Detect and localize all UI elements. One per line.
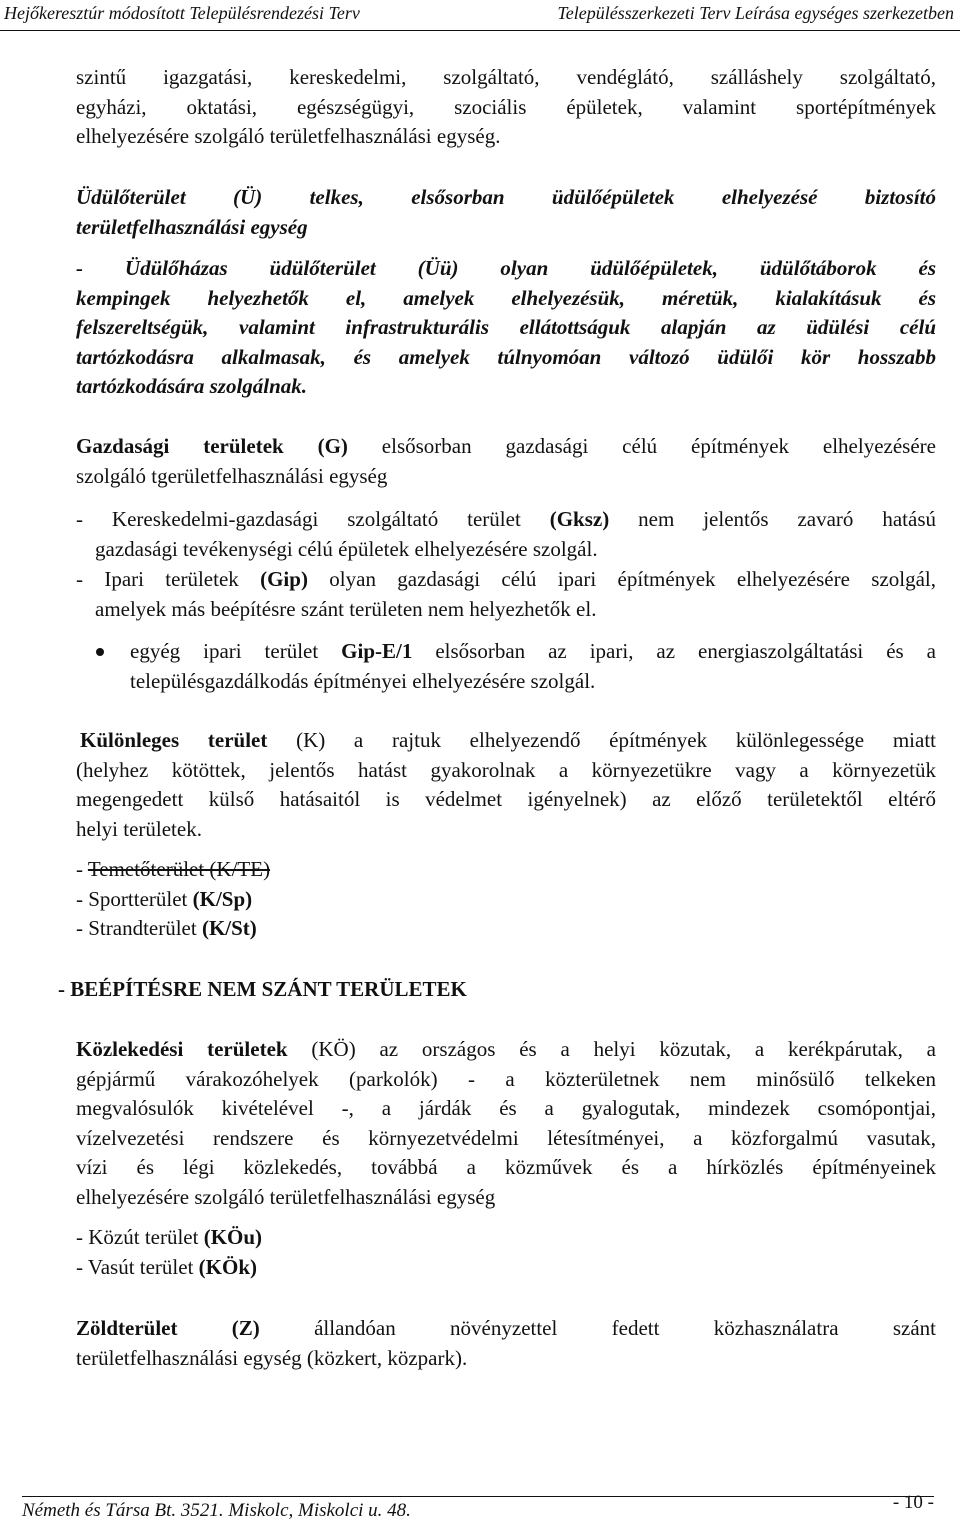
text-span: - Strandterület: [76, 916, 202, 940]
intro-paragraph: [76, 63, 936, 152]
text-span: -: [76, 857, 88, 881]
zoldterulet-paragraph: [76, 1314, 936, 1373]
text-line: területfelhasználási egység (közkert, közpark).: [76, 1345, 468, 1370]
kozlekedesi-list: [76, 1223, 936, 1282]
term-bold: Zöldterület (Z): [76, 1316, 260, 1340]
header-left-title: Hejőkeresztúr módosított Településrendezési Terv: [4, 3, 360, 23]
footer-divider: [22, 1496, 934, 1497]
text-span: - Kereskedelmi-gazdasági szolgáltató terület: [76, 507, 550, 531]
text-line: elhelyezésére szolgáló területfelhasználási egység.: [76, 124, 501, 148]
text-line: szolgáló tgerületfelhasználási egység: [76, 463, 388, 488]
text-line: településgazdálkodás építményei elhelyezésére szolgál.: [130, 668, 596, 693]
page-header: [0, 0, 960, 30]
udulo-paragraph: [76, 183, 936, 242]
page-footer: [0, 1492, 960, 1528]
code-bold: Gip-E/1: [341, 639, 413, 663]
text-span: nem jelentős zavaró hatású: [609, 507, 936, 531]
text-span: - Sportterület: [76, 886, 193, 911]
code-bold: (Gksz): [549, 507, 610, 531]
struck-item: Temetőterület (K/TE): [87, 857, 271, 881]
text-span: - Közút terület: [76, 1225, 204, 1249]
text-line: megengedett külső hatásaitól is védelmet igényelnek) az előző területektől eltérő: [76, 787, 936, 811]
text-line: szintű igazgatási, kereskedelmi, szolgáltató, vendéglátó, szálláshely szolgáltató,: [76, 65, 936, 89]
text-span: elsősorban az ipari, az energiaszolgáltatási és a: [412, 639, 936, 663]
page-number: - 10 -: [892, 1492, 934, 1513]
code-bold: (KÖu): [203, 1225, 263, 1249]
text-span: - Vasút terület: [76, 1254, 199, 1279]
kozlekedesi-paragraph: [76, 1035, 936, 1212]
term-bold: Gazdasági területek (G): [76, 434, 348, 458]
term-bold: Különleges terület: [80, 728, 268, 752]
text-line: gazdasági tevékenységi célú épületek elhelyezésére szolgál.: [95, 536, 598, 561]
header-divider: [0, 30, 960, 31]
text-line: gépjármű várakozóhelyek (parkolók) - a közterületnek nem minősülő telkeken: [76, 1066, 936, 1091]
text-line: Üdülőterület (Ü) telkes, elsősorban üdülőépületek elhelyezésé biztosító: [76, 185, 936, 209]
gksz-item: [76, 505, 936, 564]
code-bold: (KÖk): [198, 1254, 258, 1279]
header-right-title: Településszerkezeti Terv Leírása egységes szerkezetben: [557, 3, 954, 23]
text-span: elsősorban gazdasági célú építmények elhelyezésére: [347, 434, 936, 458]
gip-item: [76, 565, 936, 624]
text-span: - Ipari területek: [76, 567, 261, 591]
text-line: elhelyezésére szolgáló területfelhasználási egység: [76, 1184, 496, 1209]
gazdasagi-paragraph: [76, 432, 936, 491]
text-span: (K) a rajtuk elhelyezendő építmények különlegessége miatt: [267, 728, 936, 752]
code-bold: (K/Sp): [192, 886, 253, 911]
text-span: (KÖ) az országos és a helyi közutak, a kerékpárutak, a: [287, 1037, 936, 1061]
text-line: megvalósulók kivételével -, a járdák és a gyalogutak, mindezek csomópontjai,: [76, 1096, 936, 1120]
text-line: egyházi, oktatási, egészségügyi, szociális épületek, valamint sportépítmények: [76, 94, 936, 119]
gipe-item: [130, 637, 936, 696]
text-line: (helyhez kötöttek, jelentős hatást gyakorolnak a környezetükre vagy a környezetük: [76, 757, 936, 782]
bullet-icon: [96, 648, 104, 656]
text-line: kempingek helyezhetők el, amelyek elhelyezésük, méretük, kialakításuk és: [76, 285, 936, 310]
text-line: vízelvezetési rendszere és környezetvédelmi létesítményei, a közforgalmú vasutak,: [76, 1125, 936, 1150]
text-line: tartózkodására szolgálnak.: [76, 374, 308, 398]
text-line: felszereltségük, valamint infrastrukturális ellátottságuk alapján az üdülési célú: [76, 315, 936, 339]
text-line: tartózkodásra alkalmasak, és amelyek túlnyomóan változó üdülői kör hosszabb: [76, 344, 936, 369]
text-line: helyi területek.: [76, 816, 202, 841]
text-line: - Üdülőházas üdülőterület (Üü) olyan üdülőépületek, üdülőtáborok és: [76, 256, 936, 280]
text-line: amelyek más beépítésre szánt területen nem helyezhetők el.: [95, 596, 597, 621]
footer-address: Németh és Társa Bt. 3521. Miskolc, Miskolci u. 48.: [22, 1500, 411, 1521]
code-bold: (Gip): [260, 567, 308, 591]
text-span: egyég ipari terület: [130, 639, 342, 663]
term-bold: Közlekedési területek: [76, 1037, 288, 1061]
text-span: olyan gazdasági célú ipari építmények elhelyezésére szolgál,: [307, 567, 936, 591]
text-span: állandóan növényzettel fedett közhasználatra szánt: [259, 1316, 936, 1340]
text-line: területfelhasználási egység: [76, 214, 308, 239]
section-title: - BEÉPÍTÉSRE NEM SZÁNT TERÜLETEK: [58, 977, 467, 1001]
code-bold: (K/St): [201, 916, 257, 940]
uu-paragraph: [76, 254, 936, 402]
text-line: vízi és légi közlekedés, továbbá a közművek és a hírközlés építményeinek: [76, 1155, 936, 1179]
kulonleges-list: [76, 855, 936, 944]
kulonleges-paragraph: [76, 726, 936, 844]
